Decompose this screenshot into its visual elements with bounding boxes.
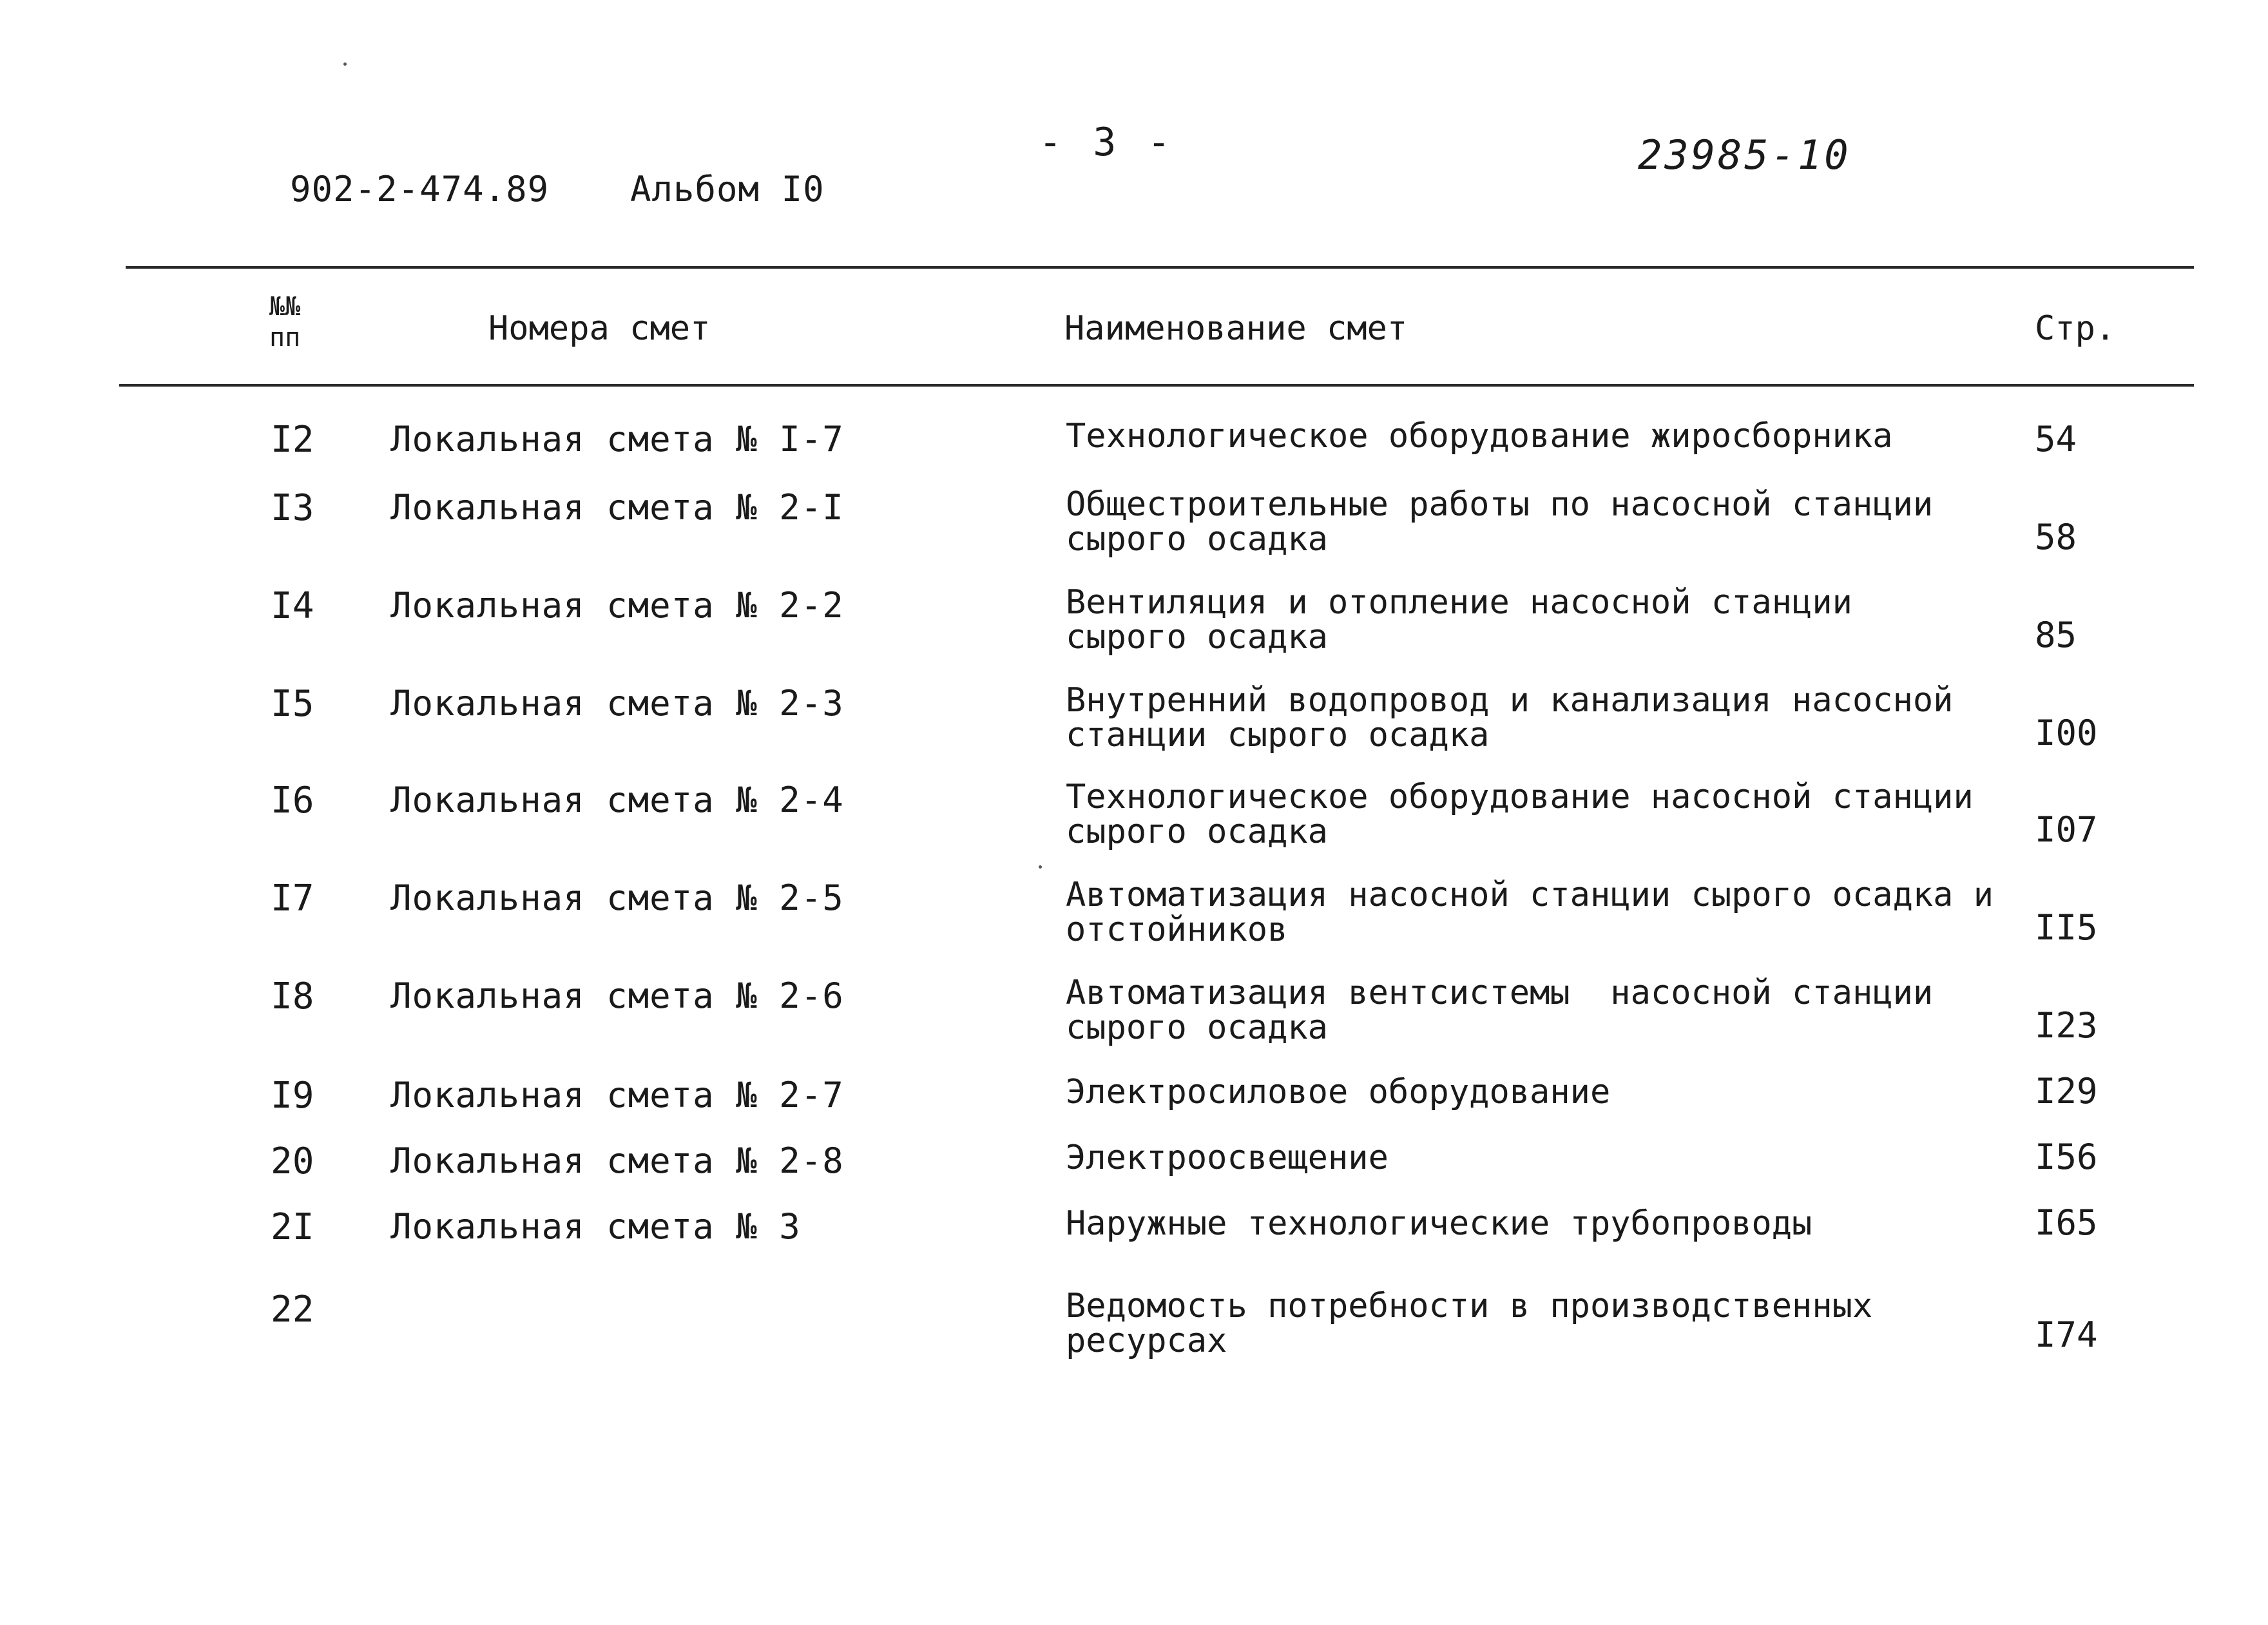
page-ref: I74	[2035, 1314, 2098, 1355]
estimate-code: Локальная смета № 2-4	[390, 780, 844, 820]
estimate-name: Автоматизация вентсистемы насосной станции сырого осадка	[1066, 974, 1934, 1047]
column-header-name: Наименование смет	[1064, 309, 1408, 348]
estimate-name: Технологическое оборудование жиросборника	[1066, 417, 1893, 456]
page-ref: I56	[2035, 1137, 2098, 1177]
row-number: I8	[271, 976, 314, 1017]
estimate-code: Локальная смета № 2-7	[390, 1075, 844, 1115]
estimate-name: Электроосвещение	[1066, 1139, 1389, 1177]
scan-speck	[1039, 865, 1042, 869]
estimate-code: Локальная смета № 2-6	[390, 976, 844, 1016]
estimate-name: Внутренний водопровод и канализация насосной станции сырого осадка	[1066, 681, 1954, 755]
row-number: I2	[271, 419, 314, 461]
column-header-num: №№ пп	[269, 292, 301, 352]
page-ref: I23	[2035, 1005, 2098, 1046]
page-ref: II5	[2035, 907, 2098, 948]
page-ref: 54	[2035, 419, 2077, 459]
estimate-name: Наружные технологические трубопроводы	[1066, 1204, 1812, 1243]
row-number: I3	[271, 487, 314, 529]
estimate-code: Локальная смета № 2-I	[390, 487, 844, 528]
table-top-rule	[126, 266, 2194, 269]
row-number: I9	[271, 1075, 314, 1117]
estimate-code: Локальная смета № 3	[390, 1206, 801, 1247]
page-ref: I65	[2035, 1202, 2098, 1243]
estimate-code: Локальная смета № I-7	[390, 419, 844, 459]
row-number: I7	[271, 878, 314, 919]
estimate-name: Автоматизация насосной станции сырого осадка и отстойников	[1066, 876, 1994, 949]
estimate-name: Вентиляция и отопление насосной станции сырого осадка	[1066, 583, 1852, 657]
estimate-name: Технологическое оборудование насосной станции сырого осадка	[1066, 778, 1974, 851]
row-number: 2I	[271, 1206, 314, 1248]
row-number: I6	[271, 780, 314, 822]
estimate-code: Локальная смета № 2-8	[390, 1140, 844, 1181]
row-number: 22	[271, 1289, 314, 1331]
row-number: I5	[271, 683, 314, 725]
album-label: Альбом I0	[630, 169, 825, 209]
inventory-number: 23985-10	[1638, 131, 1851, 178]
estimate-code: Локальная смета № 2-5	[390, 878, 844, 918]
column-header-codes: Номера смет	[488, 309, 711, 348]
page-ref: 85	[2035, 615, 2077, 655]
row-number: 20	[271, 1140, 314, 1182]
estimate-name: Ведомость потребности в производственных ресурсах	[1066, 1287, 1873, 1360]
page-ref: I07	[2035, 809, 2098, 850]
page-number: - 3 -	[1039, 120, 1175, 165]
estimate-code: Локальная смета № 2-2	[390, 585, 844, 626]
scan-speck	[343, 63, 347, 66]
estimate-name: Электросиловое оборудование	[1066, 1073, 1611, 1111]
page-ref: 58	[2035, 517, 2077, 557]
estimate-name: Общестроительные работы по насосной станции сырого осадка	[1066, 485, 1934, 559]
doc-code: 902-2-474.89	[290, 169, 550, 209]
estimate-code: Локальная смета № 2-3	[390, 683, 844, 724]
column-header-page: Стр.	[2035, 309, 2116, 348]
page-ref: I00	[2035, 713, 2098, 753]
table-header-rule	[119, 384, 2194, 387]
page-ref: I29	[2035, 1071, 2098, 1111]
row-number: I4	[271, 585, 314, 627]
